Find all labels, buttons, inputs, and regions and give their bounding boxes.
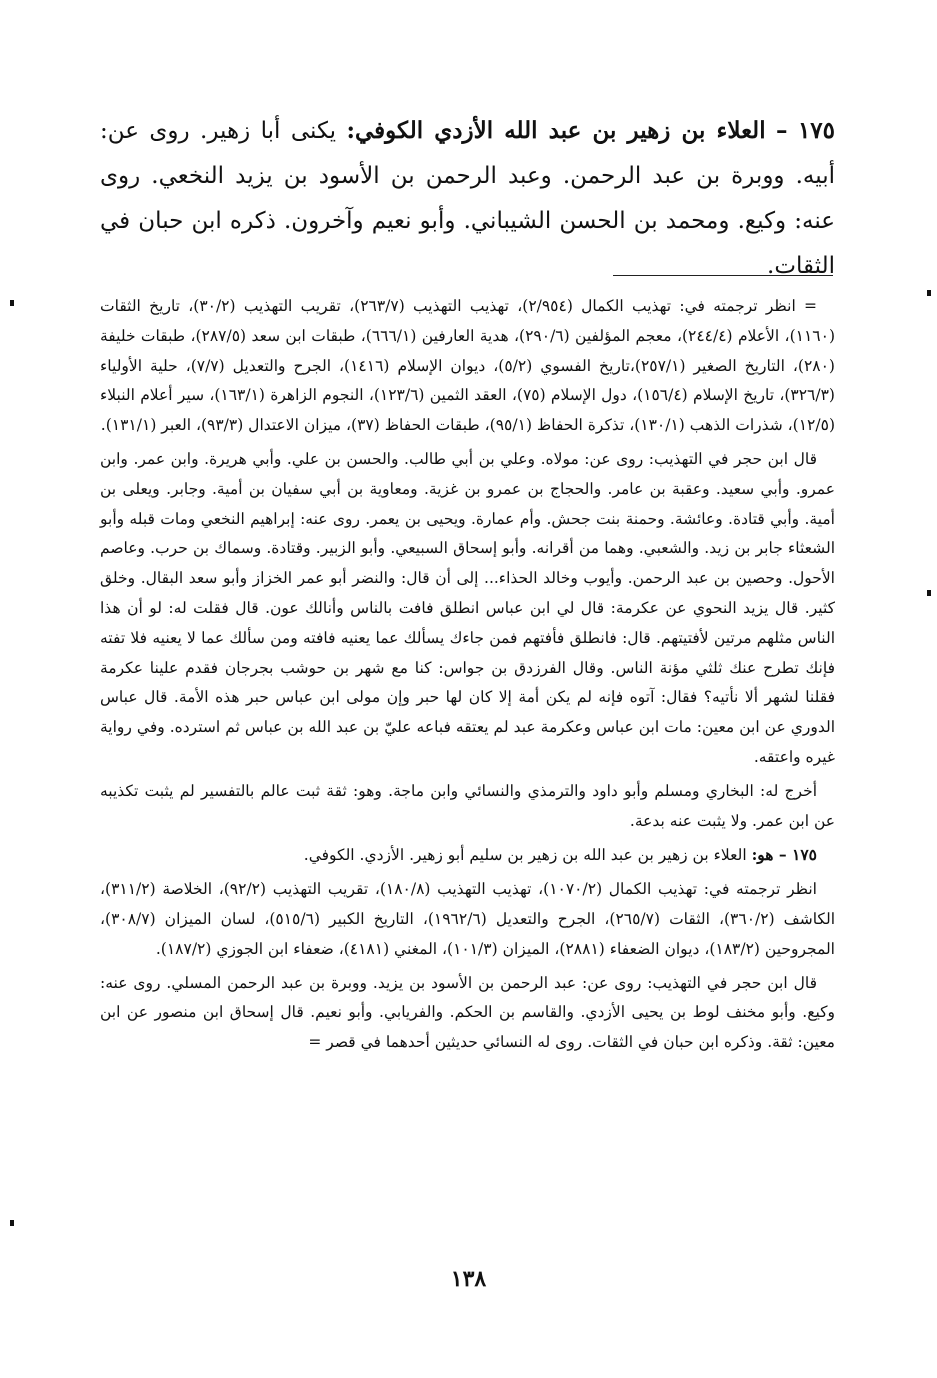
footnote-paragraph — [100, 445, 835, 773]
main-entry — [100, 108, 835, 289]
footnote-paragraph — [100, 777, 835, 837]
entry-number: ١٧٥ — [797, 117, 835, 144]
margin-mark — [927, 290, 931, 296]
footnote-text: قال ابن حجر في التهذيب: روى عن: مولاه. وعلي بن أبي طالب. والحسن بن علي. وأبي هريرة. وابن عمر. وابن عمرو. وأبي سعيد. وعقبة بن عامر. والحجاج بن عمرو بن غزية. ومعاوية بن أبي سفيان بن أمية. وجابر. ويعلى بن أمية. وأبي قتادة. وعائشة. وحمنة بنت جحش. وأم عمارة. ويحيى بن يعمر. روى عنه: إبراهيم النخعي ومات قبله وأبو الشعثاء جابر بن زيد. والشعبي. وهما من أقرانه. وأبو إسحاق السبيعي. وأبو الزبير. وقتادة. وسماك بن حرب. وعاصم الأحول. وحصين بن عبد الرحمن. وأيوب وخالد الحذاء... إلى أن قال: والنضر أبو عمر الخزاز وأبو سعد البقال. وخلق كثير. قال يزيد النحوي عن عكرمة: قال لي ابن عباس انطلق فافت بالناس وأنالك عون. قال فقلت له: لو أن هذا الناس مثلهم مرتين لأفتيتهم. قال: فانطلق فأفتهم فمن جاءك يسألك عما يعنيه فافته ومن سألك عما لا يعنيه فلا تفته فإنك تطرح عنك ثلثي مؤنة الناس. وقال الفرزدق بن جواس: كنا مع شهر بن حوشب بجرجان فقدم علينا عكرمة فقلنا لشهر ألا نأتيه؟ فقال: آتوه فإنه لم يكن أمة إلا كان لها حبر وإن مولى ابن عباس حبر هذه الأمة. قال عباس الدوري عن ابن معين: مات ابن عباس وعكرمة عبد لم يعتقه فباعه عليّ بن عبد الله بن عباس ثم استرده. وفي رواية غيره واعتقه. — [100, 449, 836, 766]
footnote-text: = انظر ترجمته في: تهذيب الكمال (٢/٩٥٤)، تهذيب التهذيب (٢٦٣/٧)، تقريب التهذيب (٣٠/٢)، تاريخ الثقات (١١٦٠)، الأعلام (٢٤٤/٤)، معجم المؤلفين (٢٩٠/٦)، هدية العارفين (٦٦٦/١)، طبقات ابن سعد (٢٨٧/٥)، طبقات خليفة (٢٨٠)، التاريخ الصغير (٢٥٧/١)،تاريخ الفسوي (٥/٢)، ديوان الإسلام (١٤١٦)، الجرح والتعديل (٧/٧)، حلية الأولياء (٣٢٦/٣)، تاريخ الإسلام (١٥٦/٤)، دول الإسلام (٧٥)، العقد الثمين (١٢٣/٦)، النجوم الزاهرة (١٦٣/١)، سير أعلام النبلاء (١٢/٥)، شذرات الذهب (١٣٠/١)، تذكرة الحفاظ (٩٥/١)، طبقات الحفاظ (٣٧)، ميزان الاعتدال (٩٣/٣)، العبر (١٣١/١). — [100, 297, 835, 435]
entry-name: العلاء بن زهير بن عبد الله الأزدي الكوفي: — [346, 117, 766, 144]
entry-text: يكنى أبا زهير. روى عن: أبيه. ووبرة بن عبد الرحمن. وعبد الرحمن بن الأسود بن يزيد النخعي. روى عنه: وكيع. ومحمد بن الحسن الشيباني. وأبو نعيم وآخرون. ذكره ابن حبان في الثقات. — [100, 118, 835, 279]
footnote-paragraph — [100, 875, 835, 964]
footnotes — [100, 292, 835, 1062]
page-number: ١٣٨ — [450, 1266, 487, 1292]
footnote-text: أخرج له: البخاري ومسلم وأبو داود والترمذي والنسائي وابن ماجة. وهو: ثقة ثبت عالم بالتفسير لم يثبت تكذيبه عن ابن عمر. ولا يثبت عنه بدعة. — [100, 781, 835, 830]
footnote-paragraph — [100, 840, 835, 871]
margin-mark — [927, 590, 931, 596]
margin-mark — [10, 300, 14, 306]
footnote-text: قال ابن حجر في التهذيب: روى عن: عبد الرحمن بن الأسود بن يزيد. ووبرة بن عبد الرحمن المسلي. روى عنه: وكيع. وأبو مخنف لوط بن يحيى الأزدي. والقاسم بن الحكم. والفريابي. وأبو نعيم. قال إسحاق ابن منصور عن ابن معين: ثقة. وذكره ابن حبان في الثقات. روى له النسائي حديثين أحدهما في قصر = — [100, 973, 835, 1052]
footnote-paragraph — [100, 292, 835, 441]
entry-separator: – — [776, 117, 788, 144]
footnote-paragraph — [100, 969, 835, 1058]
margin-mark — [10, 1220, 14, 1226]
footnote-divider — [613, 275, 833, 276]
footnote-text: العلاء بن زهير بن عبد الله بن زهير بن سليم أبو زهير. الأزدي. الكوفي. — [303, 846, 747, 865]
footnote-text: انظر ترجمته في: تهذيب الكمال (١٠٧٠/٢)، تهذيب التهذيب (١٨٠/٨)، تقريب التهذيب (٩٢/٢)، الخلاصة (٣١١/٢)، الكاشف (٣٦٠/٢)، الثقات (٢٦٥/٧)، الجرح والتعديل (١٩٦٢/٦)، التاريخ الكبير (٥١٥/٦)، لسان الميزان (٣٠٨/٧)، المجروحين (١٨٣/٢)، ديوان الضعفاء (٢٨٨١)، الميزان (١٠١/٣)، المغني (٤١٨١)، ضعفاء ابن الجوزي (١٨٧/٢). — [100, 880, 836, 958]
footnote-heading: ١٧٥ – هو: — [751, 845, 817, 865]
